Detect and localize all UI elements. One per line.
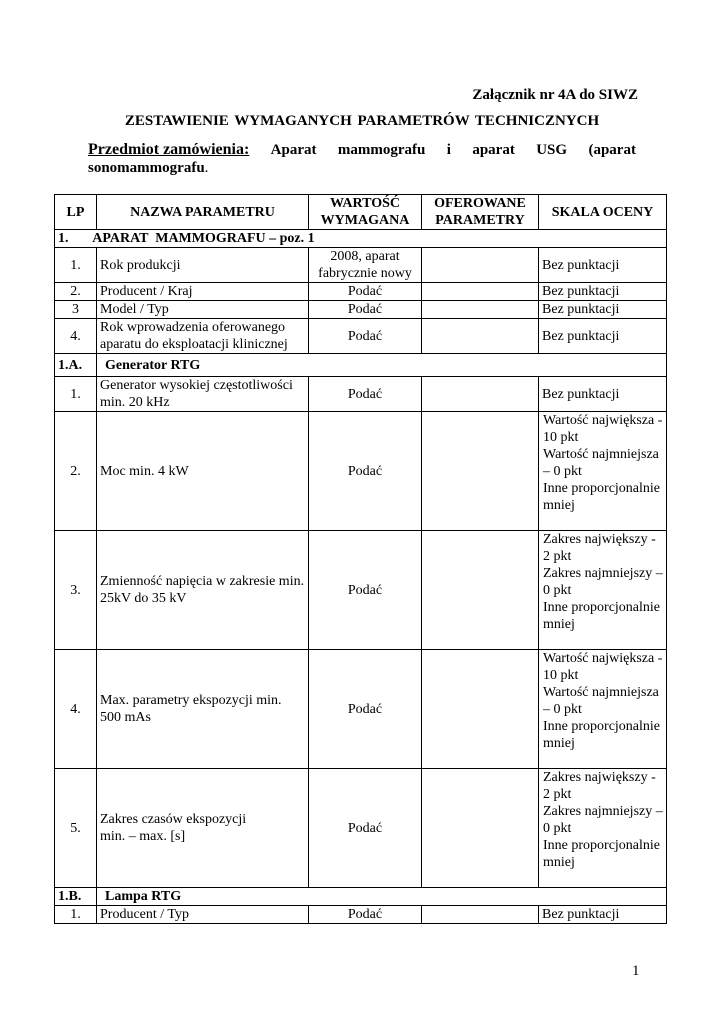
row-parameter-name: Rok produkcji [97, 248, 309, 283]
row-lp: 4. [55, 650, 97, 769]
subject-continuation: sonomammografu [88, 160, 205, 176]
subject-word: Aparat [270, 142, 317, 158]
row-scale: Zakres największy - 2 pkt Zakres najmniejszy – 0 pkt Inne proporcjonalnie mniej [539, 769, 667, 888]
row-parameter-name: Rok wprowadzenia oferowanego aparatu do eksploatacji klinicznej [97, 319, 309, 354]
section-title: Lampa RTG [97, 888, 667, 906]
annex-label: Załącznik nr 4A do SIWZ [472, 87, 638, 103]
subject-word: USG [536, 142, 568, 158]
col-header-lp: LP [55, 195, 97, 230]
section-row [55, 230, 667, 248]
row-parameter-name: Generator wysokiej częstotliwości min. 20 kHz [97, 377, 309, 412]
row-required-value: Podać [309, 283, 422, 301]
subject-label: Przedmiot zamówienia: [88, 141, 250, 158]
row-required-value: Podać [309, 906, 422, 924]
table-row [55, 248, 667, 283]
row-lp: 2. [55, 283, 97, 301]
section-row [55, 888, 667, 906]
subject-line-2 [88, 159, 636, 177]
col-header-required: WARTOŚĆ WYMAGANA [309, 195, 422, 230]
section-number: 1.A. [55, 354, 97, 377]
row-offered-value [422, 319, 539, 354]
subject-word: i [446, 142, 451, 158]
section-title: 1. APARAT MAMMOGRAFU – poz. 1 [55, 230, 667, 248]
table-row [55, 531, 667, 650]
col-header-name: NAZWA PARAMETRU [97, 195, 309, 230]
row-parameter-name: Zakres czasów ekspozycji min. – max. [s] [97, 769, 309, 888]
row-scale: Zakres największy - 2 pkt Zakres najmniejszy – 0 pkt Inne proporcjonalnie mniej [539, 531, 667, 650]
subject-line-1 [88, 141, 636, 159]
subject-word: mammografu [337, 142, 426, 158]
row-parameter-name: Producent / Typ [97, 906, 309, 924]
row-required-value: Podać [309, 301, 422, 319]
row-required-value: Podać [309, 412, 422, 531]
table-row [55, 906, 667, 924]
row-parameter-name: Max. parametry ekspozycji min. 500 mAs [97, 650, 309, 769]
subject-word: aparat [472, 142, 515, 158]
row-scale: Wartość największa - 10 pkt Wartość najmniejsza – 0 pkt Inne proporcjonalnie mniej [539, 650, 667, 769]
document-title: ZESTAWIENIE WYMAGANYCH PARAMETRÓW TECHNICZNYCH [124, 113, 600, 129]
subject-period: . [204, 160, 209, 176]
page-number: 1 [632, 963, 640, 979]
row-scale: Bez punktacji [539, 319, 667, 354]
row-required-value: Podać [309, 377, 422, 412]
row-lp: 1. [55, 248, 97, 283]
row-lp: 5. [55, 769, 97, 888]
row-scale: Bez punktacji [539, 283, 667, 301]
table-row [55, 283, 667, 301]
row-offered-value [422, 531, 539, 650]
row-parameter-name: Moc min. 4 kW [97, 412, 309, 531]
section-number: 1.B. [55, 888, 97, 906]
subject-word: (aparat [588, 142, 636, 158]
col-header-offered: OFEROWANE PARAMETRY [422, 195, 539, 230]
row-offered-value [422, 906, 539, 924]
row-scale: Bez punktacji [539, 248, 667, 283]
row-required-value: Podać [309, 319, 422, 354]
table-row [55, 650, 667, 769]
order-subject [88, 141, 636, 177]
table-row [55, 301, 667, 319]
section-title: Generator RTG [97, 354, 667, 377]
col-header-scale: SKALA OCENY [539, 195, 667, 230]
row-offered-value [422, 283, 539, 301]
section-row [55, 354, 667, 377]
row-lp: 1. [55, 377, 97, 412]
row-offered-value [422, 377, 539, 412]
row-scale: Wartość największa - 10 pkt Wartość najmniejsza – 0 pkt Inne proporcjonalnie mniej [539, 412, 667, 531]
table-row [55, 319, 667, 354]
row-parameter-name: Zmienność napięcia w zakresie min. 25kV do 35 kV [97, 531, 309, 650]
row-scale: Bez punktacji [539, 377, 667, 412]
row-required-value: Podać [309, 769, 422, 888]
row-lp: 2. [55, 412, 97, 531]
row-required-value: Podać [309, 650, 422, 769]
row-required-value: Podać [309, 531, 422, 650]
row-lp: 4. [55, 319, 97, 354]
row-parameter-name: Producent / Kraj [97, 283, 309, 301]
row-scale: Bez punktacji [539, 301, 667, 319]
table-row [55, 377, 667, 412]
row-scale: Bez punktacji [539, 906, 667, 924]
row-lp: 3. [55, 531, 97, 650]
row-lp: 1. [55, 906, 97, 924]
table-header-row [55, 195, 667, 230]
row-offered-value [422, 650, 539, 769]
table-row [55, 412, 667, 531]
row-required-value: 2008, aparat fabrycznie nowy [309, 248, 422, 283]
row-offered-value [422, 301, 539, 319]
row-offered-value [422, 412, 539, 531]
row-lp: 3 [55, 301, 97, 319]
row-offered-value [422, 769, 539, 888]
row-parameter-name: Model / Typ [97, 301, 309, 319]
parameters-table [54, 194, 667, 924]
row-offered-value [422, 248, 539, 283]
table-row [55, 769, 667, 888]
